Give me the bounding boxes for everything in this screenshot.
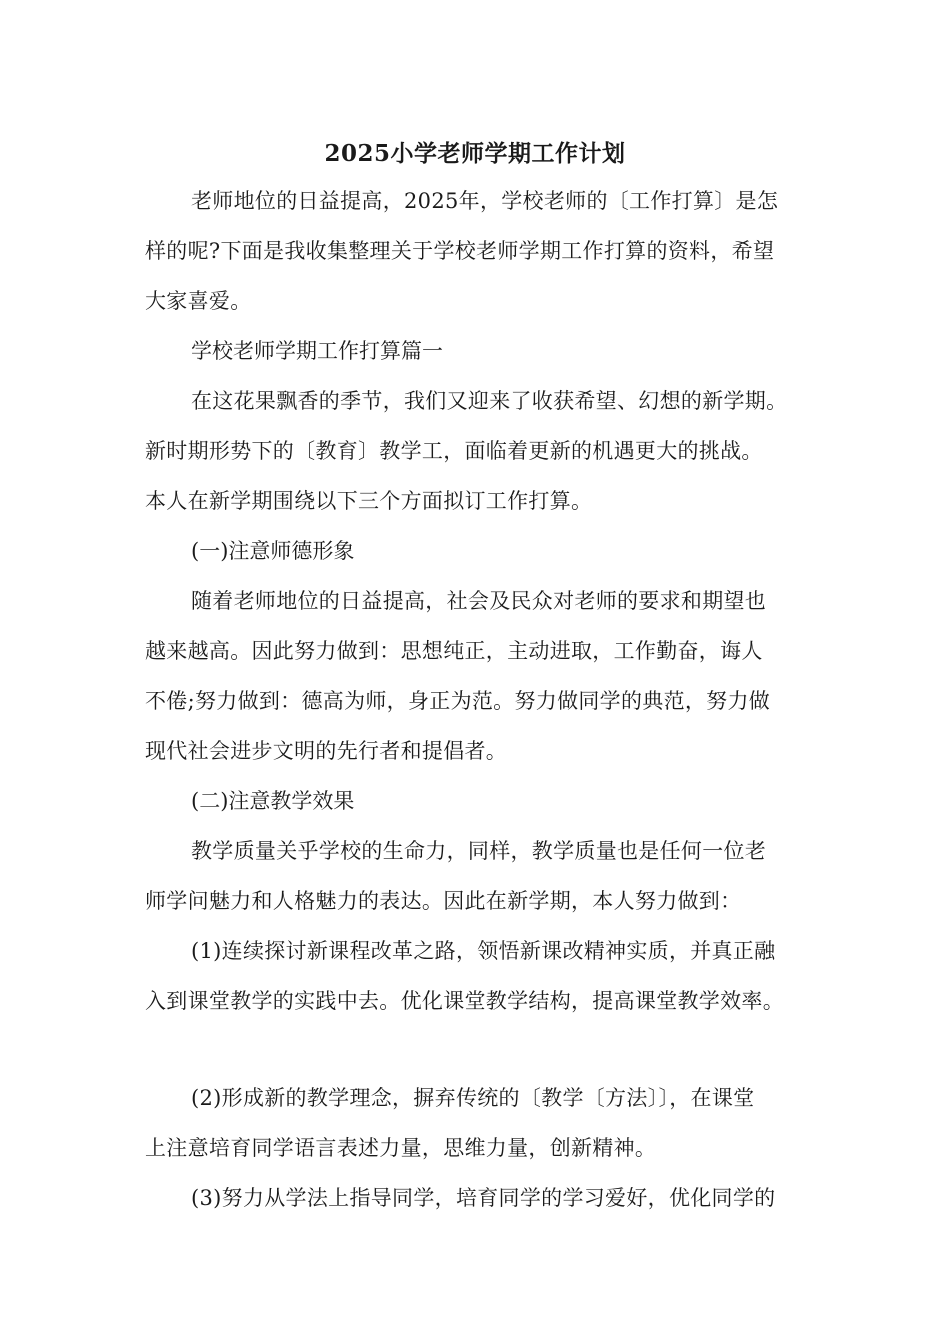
text-line: 不倦;努力做到：德高为师，身正为范。努力做同学的典范，努力做 [145,689,771,713]
section-heading [145,326,813,376]
heading-line: 学校老师学期工作打算篇一 [191,339,443,363]
ethics-paragraph [145,576,813,776]
quality-paragraph [145,826,813,926]
item-1-paragraph [145,926,813,1026]
text-line: 在这花果飘香的季节，我们又迎来了收获希望、幻想的新学期。 [191,389,788,413]
text-line: 本人在新学期围绕以下三个方面拟订工作打算。 [145,489,593,513]
text-line: (3)努力从学法上指导同学，培育同学的学习爱好，优化同学的 [191,1186,776,1210]
text-line: 入到课堂教学的实践中去。优化课堂教学结构，提高课堂教学效率。 [145,989,784,1013]
opening-paragraph [145,376,813,526]
text-line: 上注意培育同学语言表述力量，思维力量，创新精神。 [145,1136,657,1160]
subsection-heading-2 [145,776,813,826]
text-line: 大家喜爱。 [145,289,252,313]
heading-line: (二)注意教学效果 [191,789,355,813]
text-line: 越来越高。因此努力做到：思想纯正，主动进取，工作勤奋，诲人 [145,639,763,663]
text-line: 老师地位的日益提高，2025年，学校老师的〔工作打算〕是怎 [191,189,779,213]
item-2-paragraph [145,1073,813,1173]
heading-line: (一)注意师德形象 [191,539,355,563]
text-line: 师学问魅力和人格魅力的表达。因此在新学期，本人努力做到： [145,889,742,913]
text-line: (2)形成新的教学理念，摒弃传统的〔教学〔方法〕〕，在课堂 [191,1086,755,1110]
text-line: (1)连续探讨新课程改革之路，领悟新课改精神实质，并真正融 [191,939,776,963]
text-line: 教学质量关乎学校的生命力，同样，教学质量也是任何一位老 [191,839,767,863]
text-line: 样的呢?下面是我收集整理关于学校老师学期工作打算的资料，希望 [145,239,775,263]
text-line: 现代社会进步文明的先行者和提倡者。 [145,739,508,763]
intro-paragraph [145,176,813,326]
text-line: 新时期形势下的〔教育〕教学工，面临着更新的机遇更大的挑战。 [145,439,763,463]
subsection-heading-1 [145,526,813,576]
document-title: 2025小学老师学期工作计划 [324,140,626,167]
text-line: 随着老师地位的日益提高，社会及民众对老师的要求和期望也 [191,589,767,613]
item-3-paragraph [145,1173,813,1223]
